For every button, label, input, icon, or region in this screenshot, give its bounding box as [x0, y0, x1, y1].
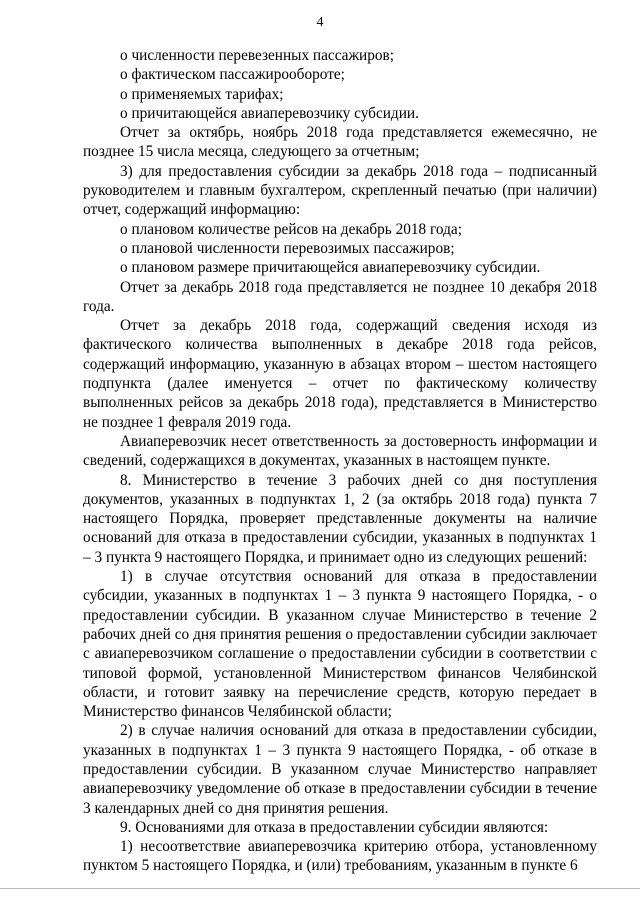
paragraph: о численности перевезенных пассажиров; — [120, 47, 394, 64]
paragraph: о применяемых тарифах; — [120, 85, 284, 103]
paragraph: 8. Министерство в течение 3 рабочих дней со дня поступления документов, указанных в подпунктах 1, 2 (за октябрь 2018 года) пункта 7 настоящего Порядка, проверяет представленные документы на наличие оснований для отказа в предоставлении субсидии, указанных в подпунктах 1 – 3 пункта 9 настоящего Порядка, и принимает одно из следующих решений: — [83, 471, 597, 566]
paragraph: 3) для предоставления субсидии за декабрь 2018 года – подписанный руководителем и главным бухгалтером, скрепленный печатью (при наличии) отчет, содержащий информацию: — [83, 162, 597, 219]
page-number: 4 — [316, 15, 324, 30]
paragraph: 2) в случае наличия оснований для отказа в предоставлении субсидии, указанных в подпунктах 1 – 3 пункта 9 настоящего Порядка, - об отказе в предоставлении субсидии. В указанном случае Министерство направляет авиаперевозчику уведомление об отказе в предоставлении субсидии в течение 3 календарных дней со дня принятия решения. — [83, 722, 597, 817]
paragraph: Отчет за октябрь, ноябрь 2018 года представляется ежемесячно, не позднее 15 числа месяца, следующего за отчетным; — [83, 124, 597, 161]
paragraph: о причитающейся авиаперевозчику субсидии. — [120, 104, 419, 122]
paragraph: 1) несоответствие авиаперевозчика критерию отбора, установленному пунктом 5 настоящего Порядка, и (или) требованиям, указанным в пункте 6 — [83, 838, 597, 875]
paragraph: о фактическом пассажирообороте; — [120, 66, 345, 84]
paragraph: Отчет за декабрь 2018 года, содержащий сведения исходя из фактического количества выполненных в декабре 2018 года рейсов, содержащий информацию, указанную в абзацах втором – шестом настоящего подпункта (далее именуется – отчет по фактическому количеству выполненных рейсов за декабрь 2018 года), представляется в Министерство не позднее 1 февраля 2019 года. — [83, 317, 597, 431]
paragraph: о плановой численности перевозимых пассажиров; — [120, 239, 455, 257]
paragraph: 9. Основаниями для отказа в предоставлении субсидии являются: — [120, 818, 549, 836]
document-body — [83, 46, 597, 876]
paragraph: Авиаперевозчик несет ответственность за достоверность информации и сведений, содержащихся в документах, указанных в настоящем пункте. — [83, 432, 597, 470]
bottom-divider — [0, 888, 640, 889]
paragraph: о плановом размере причитающейся авиаперевозчику субсидии. — [120, 259, 541, 277]
paragraph: Отчет за декабрь 2018 года представляется не позднее 10 декабря 2018 года. — [83, 278, 597, 315]
paragraph: 1) в случае отсутствия оснований для отказа в предоставлении субсидии, указанных в подпунктах 1 – 3 пункта 9 настоящего Порядка, - о предоставлении субсидии. В указанном случае Министерство в течение 2 рабочих дней со дня принятия решения о предоставлении субсидии заключает с авиаперевозчиком соглашение о предоставлении субсидии в соответствии с типовой формой, установленной Министерством финансов Челябинской области, и готовит заявку на перечисление средств, которую передает в Министерство финансов Челябинской области; — [83, 568, 597, 721]
paragraph: о плановом количестве рейсов на декабрь 2018 года; — [120, 220, 462, 238]
